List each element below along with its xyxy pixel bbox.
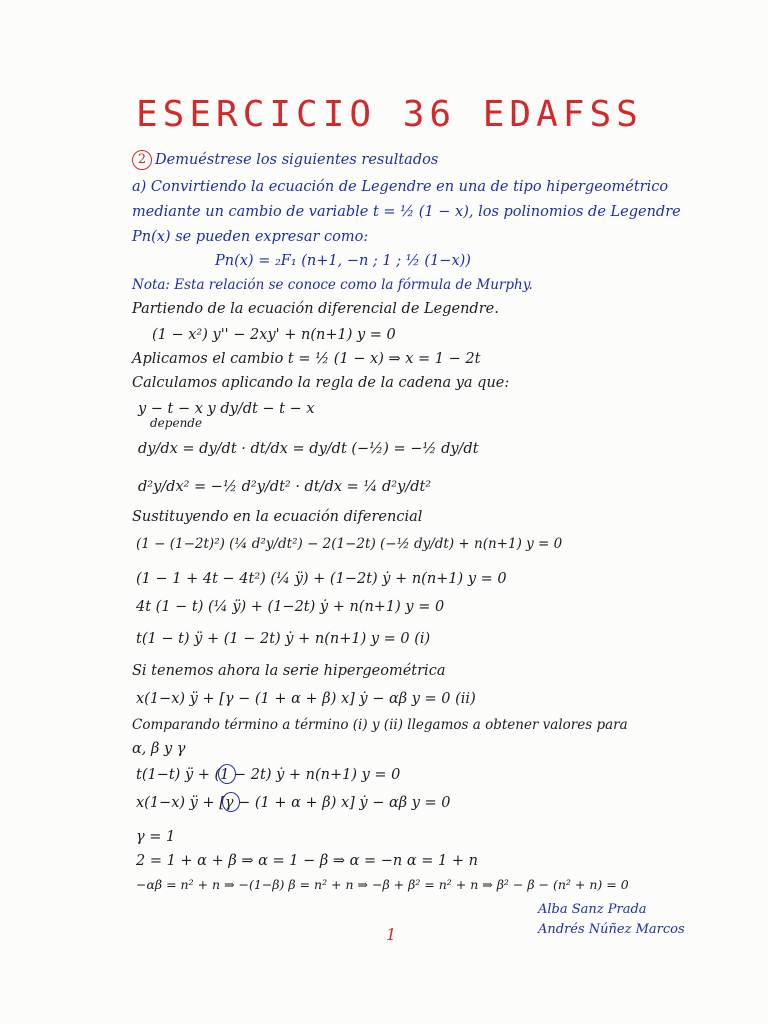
body-line-16: α, β y γ (132, 741, 186, 757)
body-line-1: Partiendo de la ecuación diferencial de Legendre. (132, 301, 499, 317)
body-line-13: Si tenemos ahora la serie hipergeométrica (132, 663, 446, 679)
exercise-number-badge: 2 (132, 150, 152, 170)
circle-mark-gamma (222, 792, 240, 812)
part-a-line-1: a) Convirtiendo la ecuación de Legendre en una de tipo hipergeométrico (132, 179, 669, 195)
body-line-20: 2 = 1 + α + β ⇒ α = 1 − β ⇒ α = −n α = 1 + n (136, 853, 478, 869)
page-number: 1 (386, 925, 397, 944)
exercise-header (132, 150, 438, 170)
note-text: Nota: Esta relación se conoce como la fórmula de Murphy. (132, 277, 533, 293)
page-title: ESERCICIO 36 EDAFSS (136, 94, 643, 135)
part-a-line-3: Pn(x) se pueden expresar como: (132, 229, 369, 245)
exercise-header-text: Demuéstrese los siguientes resultados (155, 152, 439, 168)
author-1: Alba Sanz Prada (538, 902, 647, 917)
part-a-line-2: mediante un cambio de variable t = ½ (1 − x), los polinomios de Legendre (132, 204, 681, 220)
author-2: Andrés Núñez Marcos (538, 922, 685, 937)
circle-mark-1 (218, 764, 236, 784)
body-line-8: Sustituyendo en la ecuación diferencial (132, 509, 423, 525)
body-line-12: t(1 − t) ÿ + (1 − 2t) ẏ + n(n+1) y = 0 (i) (136, 631, 431, 647)
body-line-7: d²y/dx² = −½ d²y/dt² · dt/dx = ¼ d²y/dt² (138, 479, 432, 495)
body-line-11: 4t (1 − t) (¼ ÿ) + (1−2t) ẏ + n(n+1) y = 0 (136, 599, 445, 615)
body-line-2: (1 − x²) y'' − 2xy' + n(n+1) y = 0 (152, 327, 396, 343)
body-line-5: y − t − x y dy/dt − t − x (138, 401, 315, 417)
body-line-3: Aplicamos el cambio t = ½ (1 − x) ⇒ x = 1 − 2t (132, 351, 481, 367)
body-line-4: Calculamos aplicando la regla de la cadena ya que: (132, 375, 510, 391)
murphy-formula: Pn(x) = ₂F₁ (n+1, −n ; 1 ; ½ (1−x)) (215, 253, 471, 269)
body-line-17: t(1−t) ÿ + (1 − 2t) ẏ + n(n+1) y = 0 (136, 767, 401, 783)
body-line-10: (1 − 1 + 4t − 4t²) (¼ ÿ) + (1−2t) ẏ + n(n+1) y = 0 (136, 571, 507, 587)
body-line-21: −αβ = n² + n ⇒ −(1−β) β = n² + n ⇒ −β + β² = n² + n ⇒ β² − β − (n² + n) = 0 (136, 877, 629, 892)
body-line-6: dy/dx = dy/dt · dt/dx = dy/dt (−½) = −½ dy/dt (138, 441, 479, 457)
body-line-19: γ = 1 (136, 829, 176, 845)
depende-label: depende (150, 416, 203, 430)
body-line-18: x(1−x) ÿ + [γ − (1 + α + β) x] ẏ − αβ y = 0 (136, 795, 451, 811)
body-line-15: Comparando término a término (i) y (ii) llegamos a obtener valores para (132, 717, 628, 733)
body-line-9: (1 − (1−2t)²) (¼ d²y/dt²) − 2(1−2t) (−½ dy/dt) + n(n+1) y = 0 (136, 536, 563, 552)
body-line-14: x(1−x) ÿ + [γ − (1 + α + β) x] ẏ − αβ y = 0 (ii) (136, 691, 476, 707)
